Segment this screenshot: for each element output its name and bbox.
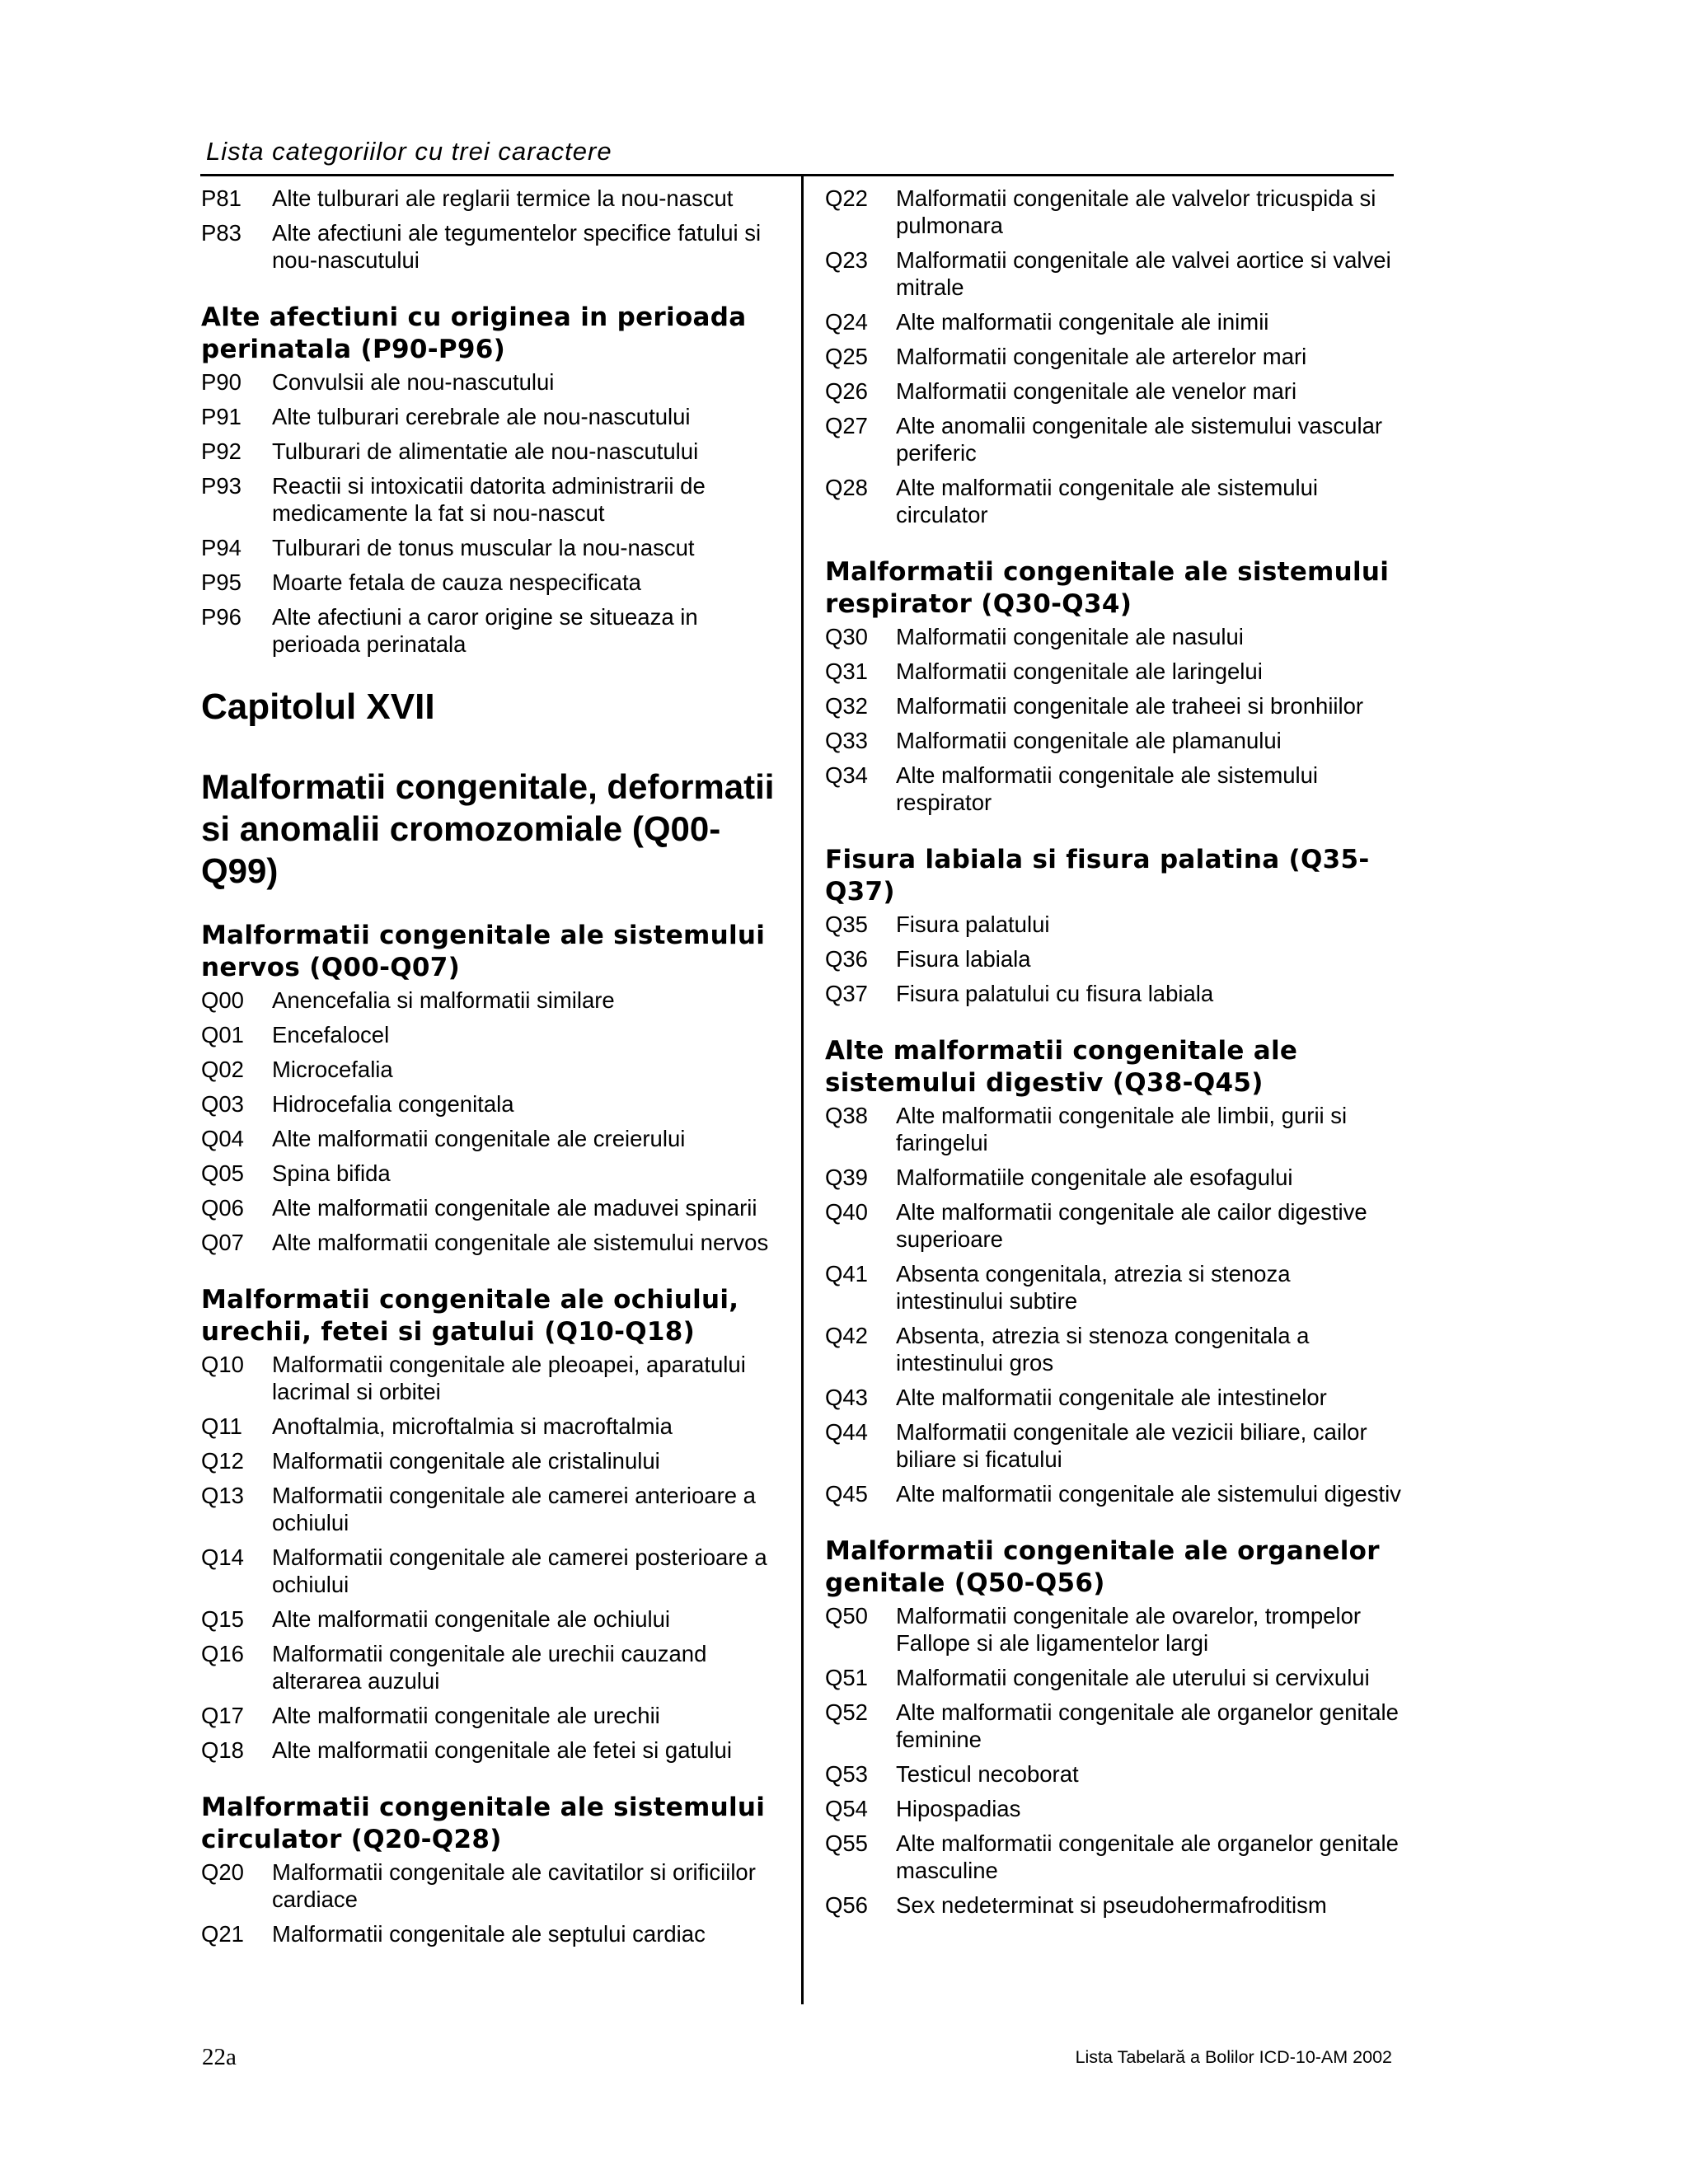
category-code: Q04 — [201, 1126, 244, 1151]
list-item — [201, 1194, 778, 1221]
list-item — [825, 1102, 1402, 1156]
category-code: P92 — [201, 438, 241, 464]
category-description: Tulburari de tonus muscular la nou-nascut — [272, 535, 695, 560]
category-description: Fisura palatului cu fisura labiala — [896, 981, 1214, 1006]
category-description: Tulburari de alimentatie ale nou-nascutului — [272, 438, 699, 464]
category-description: Alte afectiuni a caror origine se situeaza in perioada perinatala — [272, 604, 698, 657]
right-column — [825, 185, 1402, 1926]
category-description: Hipospadias — [896, 1796, 1021, 1821]
category-description: Alte malformatii congenitale ale organelor genitale feminine — [896, 1699, 1399, 1752]
category-description: Malformatii congenitale ale ovarelor, trompelor Fallope si ale ligamentelor largi — [896, 1603, 1362, 1656]
list-item — [201, 368, 778, 396]
category-description: Malformatii congenitale ale urechii cauzand alterarea auzului — [272, 1641, 707, 1694]
left-column — [201, 185, 778, 1955]
category-code: Q14 — [201, 1544, 244, 1570]
category-code: Q18 — [201, 1737, 244, 1763]
category-code: Q54 — [825, 1796, 868, 1821]
column-divider — [801, 176, 804, 2004]
list-item — [201, 1229, 778, 1256]
category-description: Alte malformatii congenitale ale sistemului nervos — [272, 1230, 769, 1255]
list-item — [201, 472, 778, 527]
category-code: Q02 — [201, 1057, 244, 1082]
list-item — [825, 980, 1402, 1007]
category-description: Alte anomalii congenitale ale sistemului vascular periferic — [896, 413, 1383, 466]
list-item — [201, 219, 778, 274]
list-item — [825, 185, 1402, 239]
category-description: Testicul necoborat — [896, 1761, 1079, 1787]
category-description: Malformatii congenitale ale plamanului — [896, 728, 1282, 753]
list-item — [825, 692, 1402, 719]
list-item — [201, 1640, 778, 1694]
category-code: Q23 — [825, 247, 868, 273]
category-code: Q51 — [825, 1665, 868, 1690]
category-code: Q55 — [825, 1830, 868, 1856]
category-code: Q06 — [201, 1195, 244, 1221]
category-code: Q22 — [825, 185, 868, 211]
list-item — [825, 727, 1402, 754]
category-description: Alte tulburari ale reglarii termice la nou-nascut — [272, 185, 734, 211]
list-item — [201, 1413, 778, 1440]
category-code: Q40 — [825, 1199, 868, 1225]
list-item — [201, 403, 778, 430]
category-description: Alte malformatii congenitale ale inimii — [896, 309, 1269, 335]
category-code: Q01 — [201, 1022, 244, 1047]
category-code: Q43 — [825, 1385, 868, 1410]
category-description: Moarte fetala de cauza nespecificata — [272, 569, 641, 595]
category-description: Malformatii congenitale ale venelor mari — [896, 378, 1297, 404]
category-code: Q35 — [825, 912, 868, 937]
list-item — [825, 412, 1402, 466]
category-description: Absenta congenitala, atrezia si stenoza intestinului subtire — [896, 1261, 1291, 1314]
header-rule — [200, 174, 1394, 176]
category-description: Malformatiile congenitale ale esofagului — [896, 1165, 1293, 1190]
list-item — [825, 308, 1402, 335]
category-code: Q20 — [201, 1859, 244, 1885]
page-number: 22a — [202, 2044, 237, 2070]
category-code: Q31 — [825, 658, 868, 684]
list-item — [201, 603, 778, 658]
running-header: Lista categoriilor cu trei caractere — [206, 137, 612, 166]
category-code: P90 — [201, 369, 241, 395]
section-heading: Alte malformatii congenitale ale sistemului digestiv (Q38-Q45) — [825, 1036, 1298, 1098]
list-item — [825, 1322, 1402, 1376]
category-code: Q12 — [201, 1448, 244, 1474]
category-code: Q27 — [825, 413, 868, 438]
category-description: Alte malformatii congenitale ale creierului — [272, 1126, 686, 1151]
category-code: Q26 — [825, 378, 868, 404]
category-description: Reactii si intoxicatii datorita administrarii de medicamente la fat si nou-nascut — [272, 473, 706, 526]
category-description: Fisura palatului — [896, 912, 1050, 937]
section-heading: Malformatii congenitale ale ochiului, urechii, fetei si gatului (Q10-Q18) — [201, 1285, 739, 1347]
list-item — [201, 1160, 778, 1187]
section-heading: Malformatii congenitale ale sistemului circulator (Q20-Q28) — [201, 1793, 766, 1854]
list-item — [201, 1858, 778, 1913]
list-item — [201, 1736, 778, 1764]
category-description: Alte malformatii congenitale ale ochiului — [272, 1606, 671, 1632]
section-heading: Malformatii congenitale ale organelor genitale (Q50-Q56) — [825, 1536, 1380, 1598]
list-item — [825, 762, 1402, 816]
category-code: Q03 — [201, 1091, 244, 1117]
category-code: Q56 — [825, 1892, 868, 1918]
category-description: Malformatii congenitale ale arterelor mari — [896, 344, 1307, 369]
category-code: Q28 — [825, 475, 868, 500]
category-code: Q21 — [201, 1921, 244, 1947]
category-description: Alte tulburari cerebrale ale nou-nascutului — [272, 404, 691, 429]
category-description: Malformatii congenitale ale camerei anterioare a ochiului — [272, 1483, 756, 1535]
category-description: Malformatii congenitale ale vezicii biliare, cailor biliare si ficatului — [896, 1419, 1367, 1472]
category-description: Encefalocel — [272, 1022, 390, 1047]
list-item — [825, 623, 1402, 650]
category-description: Alte malformatii congenitale ale cailor digestive superioare — [896, 1199, 1367, 1252]
category-code: P91 — [201, 404, 241, 429]
list-item — [825, 1664, 1402, 1691]
list-item — [825, 1795, 1402, 1822]
category-description: Hidrocefalia congenitala — [272, 1091, 514, 1117]
list-item — [825, 911, 1402, 938]
list-item — [825, 474, 1402, 528]
category-code: Q38 — [825, 1103, 868, 1128]
list-item — [201, 569, 778, 596]
category-code: P94 — [201, 535, 241, 560]
section-heading: Malformatii congenitale ale sistemului respirator (Q30-Q34) — [825, 557, 1390, 619]
list-item — [201, 1920, 778, 1947]
category-code: Q10 — [201, 1352, 244, 1377]
list-item — [825, 1164, 1402, 1191]
category-code: Q25 — [825, 344, 868, 369]
category-description: Anoftalmia, microftalmia si macroftalmia — [272, 1413, 673, 1439]
category-code: Q52 — [825, 1699, 868, 1725]
category-code: P83 — [201, 220, 241, 246]
chapter-title: Malformatii congenitale, deformatii si anomalii cromozomiale (Q00-Q99) — [201, 767, 775, 890]
category-code: Q34 — [825, 762, 868, 788]
category-code: Q37 — [825, 981, 868, 1006]
category-description: Malformatii congenitale ale laringelui — [896, 658, 1263, 684]
list-item — [201, 1351, 778, 1405]
category-code: Q50 — [825, 1603, 868, 1629]
list-item — [201, 1125, 778, 1152]
category-description: Malformatii congenitale ale cristalinului — [272, 1448, 660, 1474]
section-heading: Fisura labiala si fisura palatina (Q35-Q37) — [825, 845, 1370, 907]
list-item — [201, 1482, 778, 1536]
list-item — [201, 1605, 778, 1633]
list-item — [201, 1447, 778, 1474]
category-code: Q24 — [825, 309, 868, 335]
list-item — [825, 1891, 1402, 1919]
category-code: Q32 — [825, 693, 868, 719]
category-code: P81 — [201, 185, 241, 211]
list-item — [825, 246, 1402, 301]
category-code: Q16 — [201, 1641, 244, 1666]
list-item — [201, 1021, 778, 1048]
list-item — [825, 377, 1402, 405]
chapter-label: Capitolul XVII — [201, 687, 435, 727]
category-code: Q00 — [201, 987, 244, 1013]
category-code: Q07 — [201, 1230, 244, 1255]
category-description: Fisura labiala — [896, 946, 1031, 972]
list-item — [825, 945, 1402, 972]
list-item — [201, 534, 778, 561]
category-code: Q45 — [825, 1481, 868, 1507]
category-description: Alte malformatii congenitale ale maduvei spinarii — [272, 1195, 757, 1221]
category-code: Q42 — [825, 1323, 868, 1348]
category-description: Alte afectiuni ale tegumentelor specifice fatului si nou-nascutului — [272, 220, 762, 273]
category-description: Sex nedeterminat si pseudohermafroditism — [896, 1892, 1327, 1918]
list-item — [825, 343, 1402, 370]
category-description: Malformatii congenitale ale camerei posterioare a ochiului — [272, 1544, 767, 1597]
list-item — [825, 1830, 1402, 1884]
category-description: Alte malformatii congenitale ale fetei si gatului — [272, 1737, 732, 1763]
category-code: Q41 — [825, 1261, 868, 1286]
list-item — [825, 1384, 1402, 1411]
list-item — [825, 1418, 1402, 1473]
category-code: P96 — [201, 604, 241, 630]
category-description: Alte malformatii congenitale ale sistemului digestiv — [896, 1481, 1401, 1507]
category-code: Q30 — [825, 624, 868, 649]
category-description: Spina bifida — [272, 1160, 391, 1186]
category-description: Malformatii congenitale ale pleoapei, aparatului lacrimal si orbitei — [272, 1352, 746, 1404]
category-code: Q17 — [201, 1703, 244, 1728]
category-description: Microcefalia — [272, 1057, 393, 1082]
category-code: Q13 — [201, 1483, 244, 1508]
section-heading: Malformatii congenitale ale sistemului nervos (Q00-Q07) — [201, 921, 766, 982]
category-description: Alte malformatii congenitale ale limbii, gurii si faringelui — [896, 1103, 1348, 1155]
category-description: Alte malformatii congenitale ale sistemului respirator — [896, 762, 1319, 815]
category-code: Q05 — [201, 1160, 244, 1186]
list-item — [825, 1699, 1402, 1753]
list-item — [201, 1544, 778, 1598]
category-description: Malformatii congenitale ale traheei si bronhiilor — [896, 693, 1364, 719]
category-code: Q36 — [825, 946, 868, 972]
category-description: Malformatii congenitale ale uterului si cervixului — [896, 1665, 1370, 1690]
category-description: Malformatii congenitale ale valvelor tricuspida si pulmonara — [896, 185, 1376, 238]
list-item — [825, 1198, 1402, 1253]
category-description: Alte malformatii congenitale ale urechii — [272, 1703, 660, 1728]
category-description: Malformatii congenitale ale septului cardiac — [272, 1921, 706, 1947]
category-code: Q39 — [825, 1165, 868, 1190]
list-item — [201, 1090, 778, 1118]
list-item — [825, 1480, 1402, 1507]
list-item — [825, 1602, 1402, 1657]
category-description: Alte malformatii congenitale ale sistemului circulator — [896, 475, 1319, 527]
list-item — [201, 1702, 778, 1729]
category-code: Q53 — [825, 1761, 868, 1787]
category-description: Malformatii congenitale ale valvei aortice si valvei mitrale — [896, 247, 1391, 300]
list-item — [825, 658, 1402, 685]
category-description: Anencefalia si malformatii similare — [272, 987, 615, 1013]
list-item — [201, 1056, 778, 1083]
category-code: P93 — [201, 473, 241, 499]
category-description: Convulsii ale nou-nascutului — [272, 369, 555, 395]
list-item — [825, 1760, 1402, 1788]
category-description: Absenta, atrezia si stenoza congenitala a intestinului gros — [896, 1323, 1310, 1376]
list-item — [825, 1260, 1402, 1315]
section-heading: Alte afectiuni cu originea in perioada perinatala (P90-P96) — [201, 302, 747, 364]
category-description: Malformatii congenitale ale cavitatilor si orificiilor cardiace — [272, 1859, 756, 1912]
category-code: Q44 — [825, 1419, 868, 1445]
list-item — [201, 185, 778, 212]
category-code: Q33 — [825, 728, 868, 753]
category-code: Q15 — [201, 1606, 244, 1632]
list-item — [201, 438, 778, 465]
list-item — [201, 987, 778, 1014]
category-code: P95 — [201, 569, 241, 595]
category-description: Malformatii congenitale ale nasului — [896, 624, 1244, 649]
category-code: Q11 — [201, 1413, 242, 1439]
category-description: Alte malformatii congenitale ale intestinelor — [896, 1385, 1327, 1410]
category-description: Alte malformatii congenitale ale organelor genitale masculine — [896, 1830, 1399, 1883]
footer-title: Lista Tabelară a Bolilor ICD-10-AM 2002 — [1075, 2047, 1392, 2067]
